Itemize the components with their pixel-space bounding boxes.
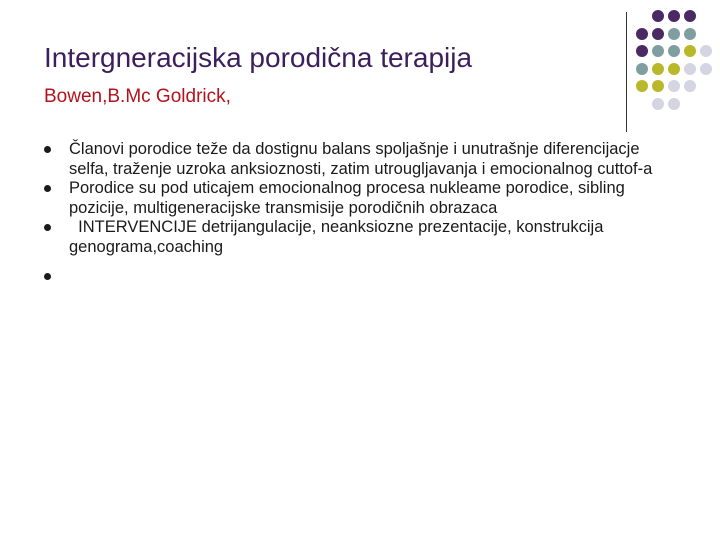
bullet-list <box>44 140 664 287</box>
decorative-dot <box>652 28 664 40</box>
decorative-dot <box>668 28 680 40</box>
decorative-dot <box>700 45 712 57</box>
decorative-dot <box>684 10 696 22</box>
bullet-marker <box>44 273 51 280</box>
bullet-text-3: INTERVENCIJE detrijangulacije, neanksiozne prezentacije, konstrukcija genograma,coaching <box>69 218 608 256</box>
decorative-dot <box>636 28 648 40</box>
decorative-dot <box>668 45 680 57</box>
bullet-text-2: Porodice su pod uticajem emocionalnog procesa nukleame porodice, sibling pozicije, multigeneracijske transmisije porodičnih obrazaca <box>69 179 625 217</box>
decorative-dot <box>668 98 680 110</box>
decorative-dot <box>668 80 680 92</box>
decorative-dot <box>684 80 696 92</box>
decorative-dot <box>684 45 696 57</box>
bullet-item-2 <box>44 179 664 218</box>
decorative-dot <box>700 63 712 75</box>
decorative-dot <box>652 45 664 57</box>
decorative-dot <box>684 28 696 40</box>
slide-subtitle: Bowen,B.Mc Goldrick, <box>44 86 231 107</box>
decorative-dot <box>636 80 648 92</box>
decorative-dot <box>668 63 680 75</box>
bullet-marker <box>44 185 51 192</box>
decorative-dot-grid <box>636 10 720 120</box>
decorative-dot <box>652 80 664 92</box>
bullet-item-3 <box>44 218 664 257</box>
decorative-dot <box>652 98 664 110</box>
decorative-dot <box>652 10 664 22</box>
decorative-dot <box>652 63 664 75</box>
bullet-marker <box>44 146 51 153</box>
bullet-marker <box>44 224 51 231</box>
decorative-dot <box>668 10 680 22</box>
bullet-text-1: Članovi porodice teže da dostignu balans spoljašnje i unutrašnje diferencijacje selfa, traženje uzroka anksioznosti, zatim utrougljavanja i emocionalnog cuttof-a <box>69 140 653 178</box>
decorative-dot <box>684 63 696 75</box>
bullet-item-1 <box>44 140 664 179</box>
bullet-item-4 <box>44 267 664 287</box>
decorative-dot <box>636 45 648 57</box>
divider-line <box>626 12 627 132</box>
slide-title: Intergneracijska porodična terapija <box>44 42 473 73</box>
decorative-dot <box>636 63 648 75</box>
